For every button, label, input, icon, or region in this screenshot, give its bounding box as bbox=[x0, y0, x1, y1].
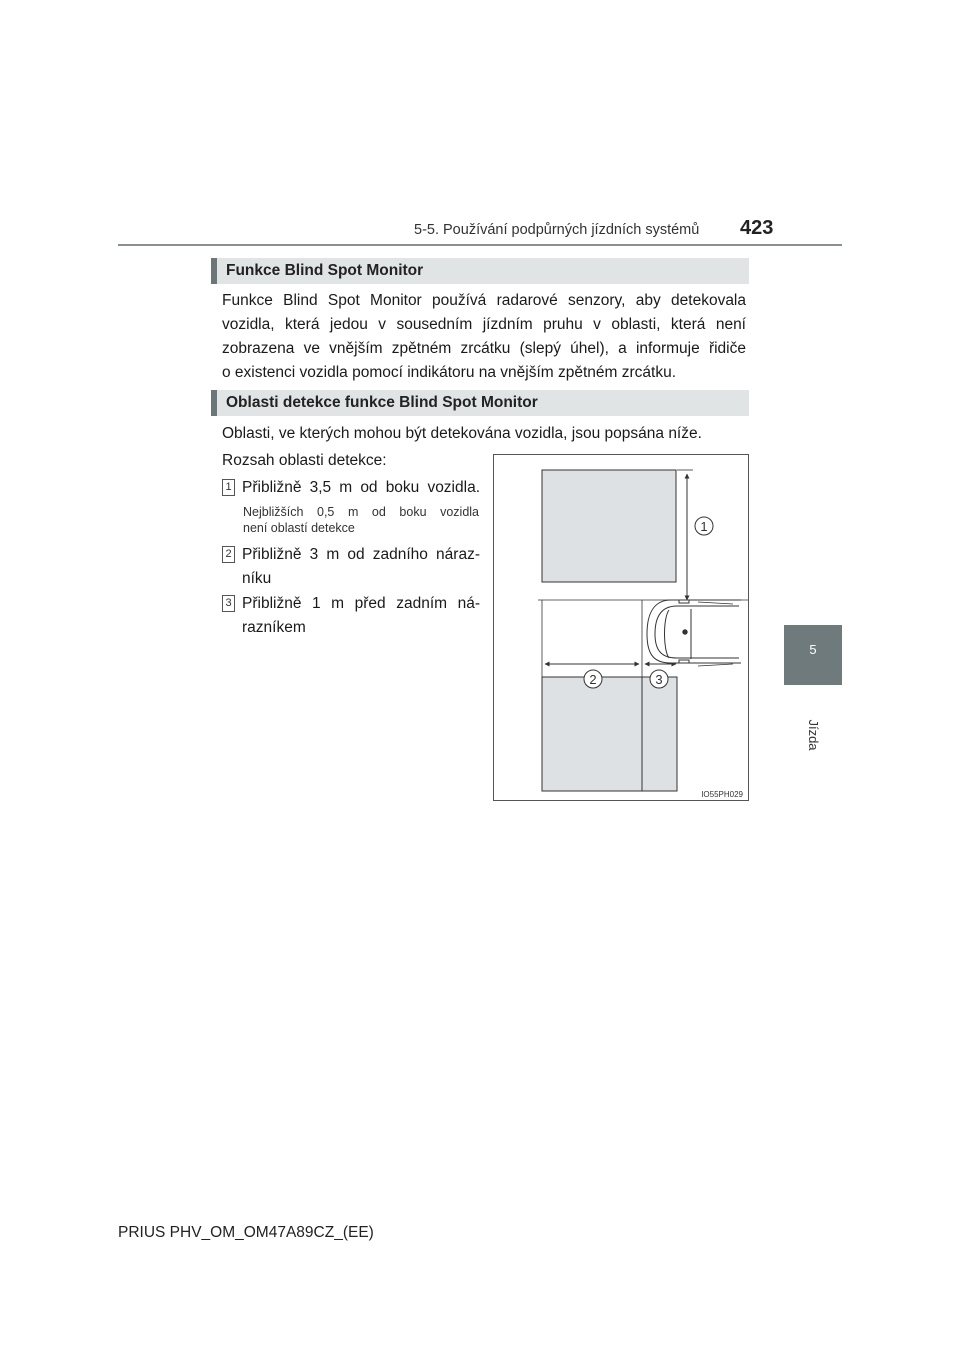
item-1-text bbox=[242, 476, 480, 500]
section-heading-detection-areas bbox=[211, 390, 749, 416]
note-line: Nejbližších 0,5 m od boku vozidla bbox=[243, 505, 479, 519]
chapter-label: Jízda bbox=[806, 719, 821, 751]
vehicle-rear-icon bbox=[647, 600, 741, 666]
detection-area-diagram bbox=[493, 454, 749, 801]
rear-detection-area bbox=[542, 677, 642, 791]
callout-3-label: 3 bbox=[655, 672, 663, 687]
header-rule bbox=[118, 244, 842, 246]
figure-code: IO55PH029 bbox=[701, 790, 743, 799]
footer-doc-id: PRIUS PHV_OM_OM47A89CZ_(EE) bbox=[118, 1224, 374, 1241]
section2-intro: Oblasti, ve kterých mohou být detekována vozidla, jsou popsána níže. bbox=[222, 425, 702, 442]
range-label: Rozsah oblasti detekce: bbox=[222, 452, 387, 469]
item-line: níku bbox=[242, 570, 272, 587]
callout-1-label: 1 bbox=[700, 519, 708, 534]
rear-detection-area-front-part bbox=[642, 677, 677, 791]
item-number-2: 2 bbox=[222, 546, 235, 563]
item-2-text bbox=[242, 543, 480, 591]
note-line: není oblastí detekce bbox=[243, 521, 355, 535]
item-number-1: 1 bbox=[222, 479, 235, 496]
paragraph-line: vozidla, která jedou v sousedním jízdním pruhu v oblasti, která není bbox=[222, 316, 746, 333]
item-line: razníkem bbox=[242, 619, 306, 636]
item-line: Přibližně 3,5 m od boku vozidla. bbox=[242, 479, 480, 496]
section-heading-text: Oblasti detekce funkce Blind Spot Monitor bbox=[226, 394, 538, 411]
callout-3 bbox=[650, 670, 668, 688]
callout-2 bbox=[584, 670, 602, 688]
running-head: 5-5. Používání podpůrných jízdních systémů bbox=[414, 222, 700, 238]
item-line: Přibližně 3 m od zadního náraz- bbox=[242, 546, 480, 563]
section1-paragraph bbox=[222, 289, 746, 385]
item-1-note bbox=[243, 504, 479, 536]
item-number-3: 3 bbox=[222, 595, 235, 612]
item-3-text bbox=[242, 592, 480, 640]
paragraph-line: zobrazena ve vnějším zpětném zrcátku (slepý úhel), a informuje řidiče bbox=[222, 340, 746, 357]
side-detection-area bbox=[542, 470, 676, 582]
chapter-number: 5 bbox=[809, 642, 817, 657]
paragraph-line: o existenci vozidla pomocí indikátoru na vnějším zpětném zrcátku. bbox=[222, 364, 677, 381]
callout-2-label: 2 bbox=[589, 672, 597, 687]
callout-1 bbox=[695, 517, 713, 535]
paragraph-line: Funkce Blind Spot Monitor používá radarové senzory, aby detekovala bbox=[222, 292, 746, 309]
item-line: Přibližně 1 m před zadním ná- bbox=[242, 595, 480, 612]
section-heading-text: Funkce Blind Spot Monitor bbox=[226, 262, 424, 279]
section-heading-blind-spot-monitor bbox=[211, 258, 749, 284]
page-number: 423 bbox=[740, 217, 774, 239]
